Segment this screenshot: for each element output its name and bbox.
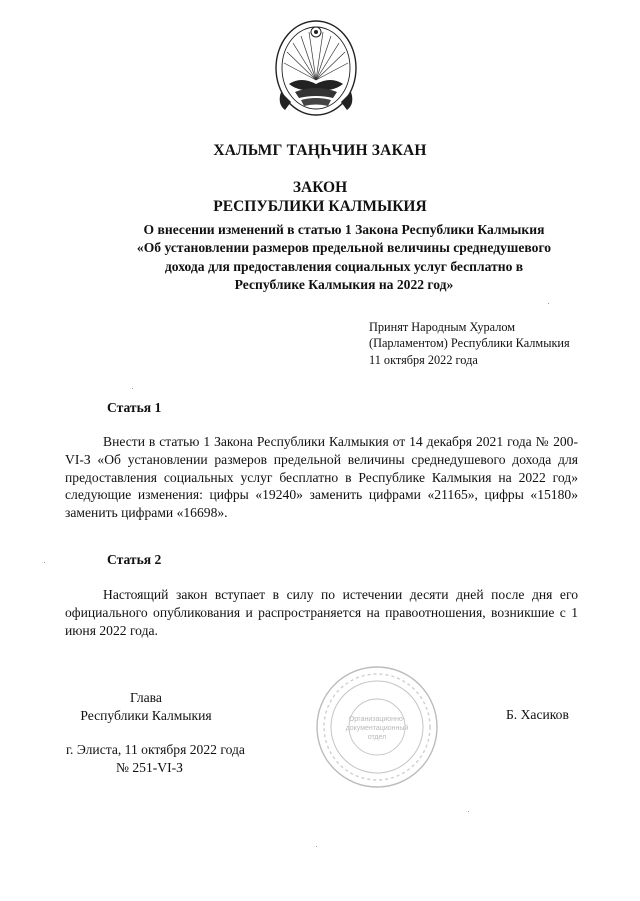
- stamp-text-line: Организационно-: [348, 716, 406, 723]
- signatory-republic: Республики Калмыкия: [80, 708, 212, 723]
- signatory-name: Б. Хасиков: [506, 707, 569, 722]
- law-subtitle: [100, 221, 588, 295]
- subtitle-line: О внесении изменений в статью 1 Закона Республики Калмыкия: [143, 222, 545, 237]
- law-heading: [0, 178, 640, 216]
- republic-name: РЕСПУБЛИКИ КАЛМЫКИЯ: [213, 198, 427, 215]
- scan-speck: [132, 388, 133, 389]
- law-word: ЗАКОН: [292, 179, 348, 196]
- official-seal-stamp: [314, 664, 440, 790]
- article-2-text: [65, 586, 578, 639]
- adoption-line: Принят Народным Хуралом: [369, 320, 516, 334]
- signatory-title: [66, 689, 226, 725]
- subtitle-line: Республике Калмыкия на 2022 год»: [234, 277, 454, 293]
- article-2-heading: Статья 2: [107, 552, 162, 567]
- article-1-paragraph: Внести в статью 1 Закона Республики Калмыкия от 14 декабря 2021 года № 200-VI-З «Об установлении размеров предельной величины среднедушевого дохода для предоставления социальных услуг бесплатно в Республике Калмыкия на 2022 год» следующие изменения: цифры «19240» заменить цифрами «21165», цифры «15180» заменить цифрами «16698».: [65, 434, 578, 521]
- scan-speck: [44, 562, 45, 563]
- place-date-line: г. Элиста, 11 октября 2022 года: [66, 742, 245, 757]
- law-number: № 251-VI-З: [116, 760, 183, 775]
- signatory-role: Глава: [130, 690, 162, 705]
- place-and-date: [66, 741, 245, 777]
- article-1-text: [65, 433, 578, 522]
- scan-speck: [316, 846, 317, 847]
- kalmyk-law-title: ХАЛЬМГ ТАҢҺЧИН ЗАКАН: [213, 142, 427, 159]
- article-1-heading: Статья 1: [107, 400, 162, 415]
- stamp-text-line: документационный: [345, 725, 409, 732]
- stamp-text-line: отдел: [367, 734, 387, 741]
- subtitle-line: дохода для предоставления социальных услуг бесплатно в: [164, 258, 524, 274]
- adoption-line: (Парламентом) Республики Калмыкия: [369, 336, 570, 351]
- adoption-line: 11 октября 2022 года: [369, 352, 478, 367]
- article-2-paragraph: Настоящий закон вступает в силу по истечении десяти дней после дня его официального опубликования и распространяется на правоотношения, возникшие с 1 июня 2022 года.: [65, 587, 578, 638]
- republic-of-kalmykia-emblem-icon: [273, 18, 359, 120]
- scan-speck: [468, 811, 469, 812]
- subtitle-line: «Об установлении размеров предельной величины среднедушевого: [136, 240, 552, 256]
- adoption-info: [369, 319, 570, 368]
- scan-speck: [548, 303, 549, 304]
